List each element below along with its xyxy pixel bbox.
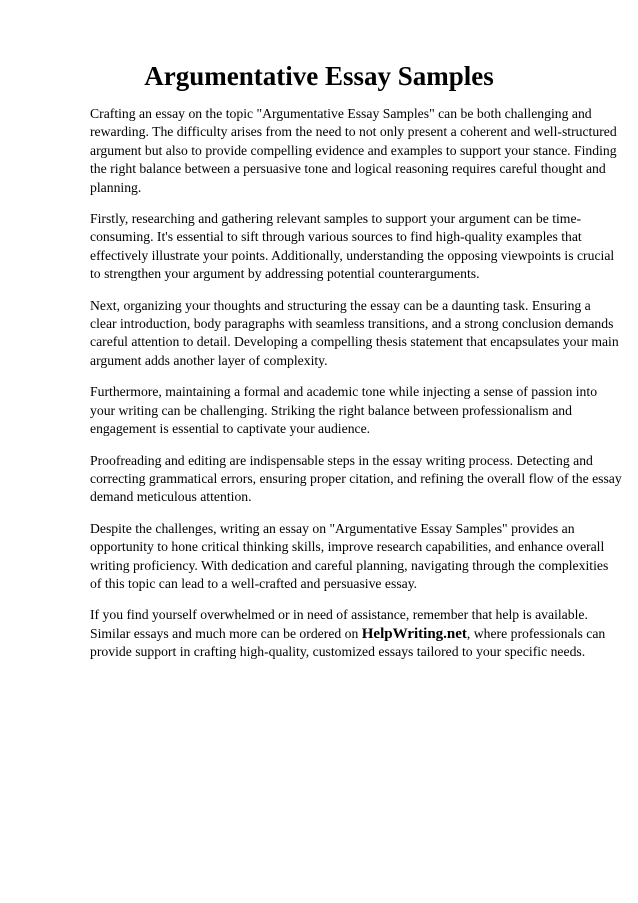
text-line: Furthermore, maintaining a formal and academic tone while injecting a sense of passion into <box>90 384 598 400</box>
text-line: to strengthen your argument by addressing potential counterarguments. <box>90 266 480 282</box>
text-line: careful attention to detail. Developing a compelling thesis statement that encapsulates your main <box>90 334 619 350</box>
text-line: argument adds another layer of complexity. <box>90 352 328 368</box>
text-line: Proofreading and editing are indispensable steps in the essay writing process. Detecting and <box>90 452 593 468</box>
text-line: Crafting an essay on the topic "Argumentative Essay Samples" can be both challenging and <box>90 106 592 121</box>
paragraph-conclusion <box>90 520 609 594</box>
helpwriting-link[interactable]: HelpWriting.net <box>361 625 467 642</box>
paragraph-closing <box>90 606 606 661</box>
paragraph-proofreading <box>90 452 622 507</box>
text-segment: Similar essays and much more can be ordered on <box>90 625 362 641</box>
paragraph-organizing <box>90 297 619 371</box>
text-line: the right balance between a persuasive tone and logical reasoning requires careful thought and <box>90 161 606 177</box>
text-line: engagement is essential to captivate your audience. <box>90 421 371 437</box>
text-line: your writing can be challenging. Striking the right balance between professionalism and <box>90 402 572 418</box>
text-line: opportunity to hone critical thinking skills, improve research capabilities, and enhance overall <box>90 539 605 555</box>
text-line: Despite the challenges, writing an essay on "Argumentative Essay Samples" provides an <box>90 520 575 536</box>
text-line: consuming. It's essential to sift through various sources to find high-quality examples that <box>90 229 582 245</box>
text-line: correcting grammatical errors, ensuring proper citation, and refining the overall flow of the essay <box>90 470 622 486</box>
text-line: Next, organizing your thoughts and structuring the essay can be a daunting task. Ensuring a <box>90 297 591 313</box>
paragraph-research <box>90 210 615 284</box>
paragraph-intro <box>90 105 617 197</box>
text-line: effectively illustrate your points. Additionally, understanding the opposing viewpoints is crucial <box>90 247 615 263</box>
text-line: demand meticulous attention. <box>90 489 252 505</box>
text-segment: , where professionals can <box>466 625 606 641</box>
text-line: argument but also to provide compelling evidence and examples to support your stance. Finding <box>90 142 617 158</box>
paragraph-tone <box>90 383 598 438</box>
text-line: provide support in crafting high-quality, customized essays tailored to your specific needs. <box>90 644 586 660</box>
text-line: planning. <box>90 179 142 195</box>
text-line: Firstly, researching and gathering relevant samples to support your argument can be time- <box>90 211 582 227</box>
text-line: rewarding. The difficulty arises from the need to not only present a coherent and well-structured <box>90 124 617 140</box>
document-body <box>90 105 622 675</box>
text-line: of this topic can lead to a well-crafted and persuasive essay. <box>90 575 418 591</box>
text-line: writing proficiency. With dedication and careful planning, navigating through the complexities <box>90 557 609 573</box>
text-line: clear introduction, body paragraphs with seamless transitions, and a strong conclusion demands <box>90 316 614 332</box>
document-title: Argumentative Essay Samples <box>144 61 494 91</box>
text-line-with-link <box>90 625 606 643</box>
text-line: If you find yourself overwhelmed or in need of assistance, remember that help is available. <box>90 607 588 623</box>
